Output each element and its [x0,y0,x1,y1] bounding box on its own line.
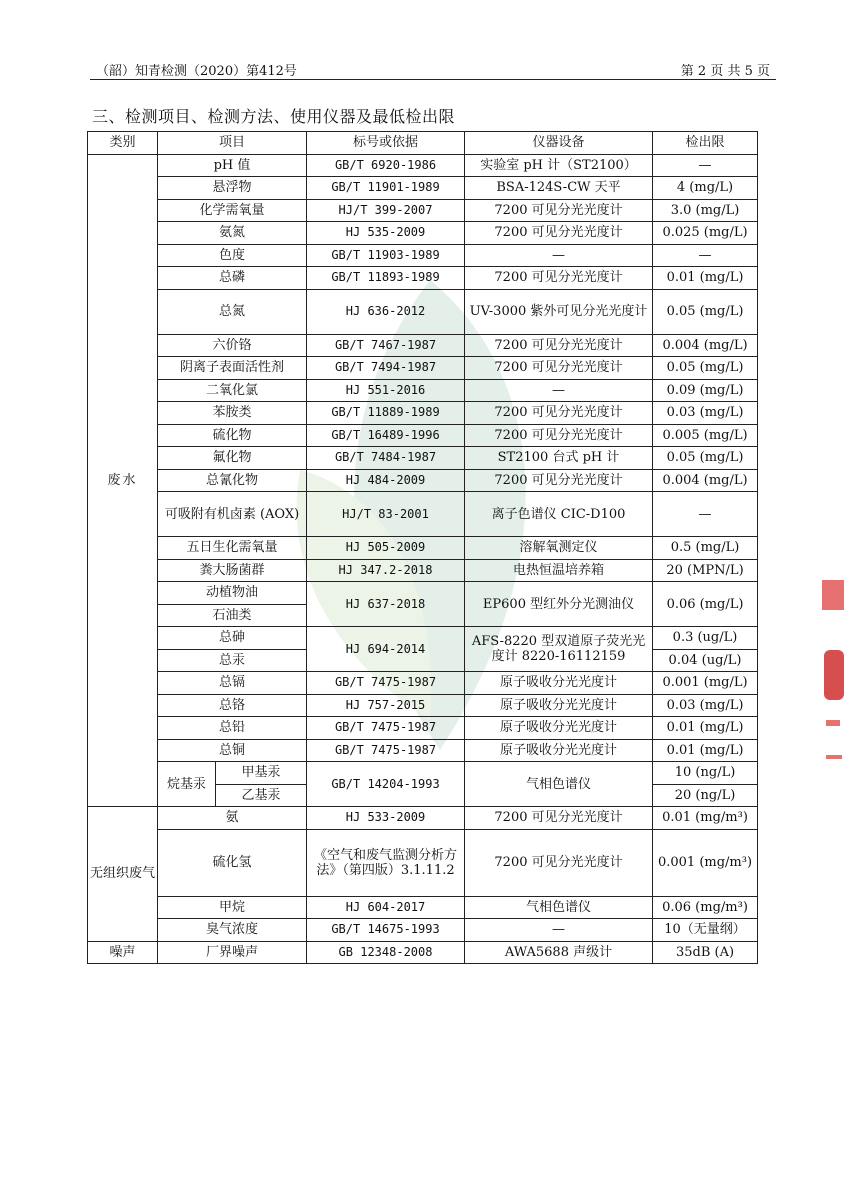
instrument-cell: 7200 可见分光光度计 [465,807,653,830]
item-cell: 甲烷 [158,896,307,919]
standard-cell: GB/T 7475-1987 [307,672,465,695]
standard-cell: HJ 347.2-2018 [307,559,465,582]
table-row [88,537,758,560]
limit-cell: 35dB (A) [653,941,758,964]
item-cell: 五日生化需氧量 [158,537,307,560]
instrument-cell: 7200 可见分光光度计 [465,222,653,245]
table-row [88,154,758,177]
table-row [88,267,758,290]
instrument-cell: ST2100 台式 pH 计 [465,447,653,470]
limit-cell: 0.01 (mg/m³) [653,807,758,830]
standard-cell: GB/T 6920-1986 [307,154,465,177]
table-row [88,762,758,785]
standard-cell: HJ 636-2012 [307,289,465,334]
table-row [88,357,758,380]
header-standard: 标号或依据 [307,132,465,155]
subitem-cell: 乙基汞 [216,784,307,807]
item-cell: 化学需氧量 [158,199,307,222]
item-cell: 二氧化氯 [158,379,307,402]
report-number: （韶）知青检测（2020）第412号 [96,64,297,79]
instrument-cell: — [465,379,653,402]
instrument-cell: 溶解氧测定仪 [465,537,653,560]
table-row [88,222,758,245]
table-header-row [88,132,758,155]
instrument-cell: 7200 可见分光光度计 [465,469,653,492]
limit-cell: 20 (MPN/L) [653,559,758,582]
subitem-cell: 甲基汞 [216,762,307,785]
item-cell: 石油类 [158,604,307,627]
table-row [88,941,758,964]
standard-cell: GB/T 7494-1987 [307,357,465,380]
instrument-cell: 原子吸收分光光度计 [465,739,653,762]
instrument-cell: 7200 可见分光光度计 [465,199,653,222]
standard-cell: GB/T 7484-1987 [307,447,465,470]
table-row [88,244,758,267]
standard-cell: GB/T 14675-1993 [307,919,465,942]
instrument-cell: 电热恒温培养箱 [465,559,653,582]
table-row [88,199,758,222]
limit-cell: 0.09 (mg/L) [653,379,758,402]
table-row [88,919,758,942]
table-row [88,469,758,492]
detection-table [87,131,758,964]
standard-cell: HJ 535-2009 [307,222,465,245]
limit-cell: 0.3 (ug/L) [653,627,758,650]
table-row [88,627,758,650]
instrument-cell: 7200 可见分光光度计 [465,267,653,290]
section-title: 三、检测项目、检测方法、使用仪器及最低检出限 [92,107,456,126]
limit-cell: — [653,154,758,177]
instrument-cell: 7200 可见分光光度计 [465,424,653,447]
standard-cell: HJ 505-2009 [307,537,465,560]
standard-cell: GB 12348-2008 [307,941,465,964]
item-cell: 总氮 [158,289,307,334]
limit-cell: 0.03 (mg/L) [653,402,758,425]
standard-cell: GB/T 7467-1987 [307,334,465,357]
standard-cell: GB/T 14204-1993 [307,762,465,807]
instrument-cell: — [465,919,653,942]
item-cell: 总铜 [158,739,307,762]
table-row [88,492,758,537]
item-cell: 总氰化物 [158,469,307,492]
page-indicator: 第 2 页 共 5 页 [680,64,770,79]
limit-cell: 0.03 (mg/L) [653,694,758,717]
standard-cell: HJ/T 399-2007 [307,199,465,222]
item-cell: 总铅 [158,717,307,740]
limit-cell: 0.01 (mg/L) [653,739,758,762]
table-row [88,447,758,470]
limit-cell: 0.004 (mg/L) [653,469,758,492]
item-cell: 总铬 [158,694,307,717]
item-cell: 色度 [158,244,307,267]
standard-cell: 《空气和废气监测分析方法》（第四版）3.1.11.2 [307,829,465,896]
table-row [88,807,758,830]
category-cell: 噪声 [88,941,158,964]
item-cell: 厂界噪声 [158,941,307,964]
instrument-cell: UV-3000 紫外可见分光光度计 [465,289,653,334]
limit-cell: 0.001 (mg/L) [653,672,758,695]
instrument-cell: — [465,244,653,267]
instrument-cell: AFS-8220 型双道原子荧光光度计 8220-16112159 [465,627,653,672]
item-cell: 总砷 [158,627,307,650]
category-cell: 废水 [88,154,158,807]
item-cell: 阴离子表面活性剂 [158,357,307,380]
item-cell: 硫化氢 [158,829,307,896]
standard-cell: GB/T 7475-1987 [307,739,465,762]
standard-cell: HJ 533-2009 [307,807,465,830]
table-row [88,402,758,425]
item-cell: 总磷 [158,267,307,290]
standard-cell: HJ 694-2014 [307,627,465,672]
item-cell: 氨 [158,807,307,830]
header-item: 项目 [158,132,307,155]
table-row [88,582,758,605]
table-row [88,672,758,695]
item-cell: 可吸附有机卤素 (AOX) [158,492,307,537]
table-row [88,559,758,582]
item-cell: 氨氮 [158,222,307,245]
limit-cell: 3.0 (mg/L) [653,199,758,222]
instrument-cell: 气相色谱仪 [465,762,653,807]
standard-cell: GB/T 16489-1996 [307,424,465,447]
instrument-cell: 7200 可见分光光度计 [465,829,653,896]
instrument-cell: 实验室 pH 计（ST2100） [465,154,653,177]
item-cell: 总镉 [158,672,307,695]
red-seal-fragment [820,580,848,780]
limit-cell: 0.005 (mg/L) [653,424,758,447]
instrument-cell: AWA5688 声级计 [465,941,653,964]
instrument-cell: 原子吸收分光光度计 [465,694,653,717]
item-cell: 动植物油 [158,582,307,605]
table-row [88,739,758,762]
table-row [88,289,758,334]
limit-cell: — [653,244,758,267]
category-cell: 无组织废气 [88,807,158,942]
item-group-cell: 烷基汞 [158,762,216,807]
limit-cell: 10（无量纲） [653,919,758,942]
limit-cell: 0.06 (mg/m³) [653,896,758,919]
table-row [88,694,758,717]
limit-cell: — [653,492,758,537]
header-category: 类别 [88,132,158,155]
table-row [88,379,758,402]
standard-cell: GB/T 11889-1989 [307,402,465,425]
standard-cell: HJ 484-2009 [307,469,465,492]
standard-cell: HJ 604-2017 [307,896,465,919]
standard-cell: GB/T 11893-1989 [307,267,465,290]
table-row [88,717,758,740]
limit-cell: 0.5 (mg/L) [653,537,758,560]
item-cell: 苯胺类 [158,402,307,425]
instrument-cell: 7200 可见分光光度计 [465,357,653,380]
header-rule [90,79,776,80]
table-row [88,424,758,447]
standard-cell: GB/T 11901-1989 [307,177,465,200]
limit-cell: 0.001 (mg/m³) [653,829,758,896]
instrument-cell: EP600 型红外分光测油仪 [465,582,653,627]
item-cell: 悬浮物 [158,177,307,200]
standard-cell: HJ 637-2018 [307,582,465,627]
limit-cell: 0.04 (ug/L) [653,649,758,672]
standard-cell: GB/T 7475-1987 [307,717,465,740]
item-cell: 硫化物 [158,424,307,447]
table-row [88,896,758,919]
limit-cell: 10 (ng/L) [653,762,758,785]
instrument-cell: 气相色谱仪 [465,896,653,919]
instrument-cell: 原子吸收分光光度计 [465,717,653,740]
limit-cell: 4 (mg/L) [653,177,758,200]
item-cell: 总汞 [158,649,307,672]
standard-cell: HJ/T 83-2001 [307,492,465,537]
limit-cell: 0.01 (mg/L) [653,717,758,740]
limit-cell: 20 (ng/L) [653,784,758,807]
instrument-cell: BSA-124S-CW 天平 [465,177,653,200]
standard-cell: GB/T 11903-1989 [307,244,465,267]
header-limit: 检出限 [653,132,758,155]
limit-cell: 0.025 (mg/L) [653,222,758,245]
instrument-cell: 7200 可见分光光度计 [465,334,653,357]
header-instrument: 仪器设备 [465,132,653,155]
standard-cell: HJ 757-2015 [307,694,465,717]
limit-cell: 0.004 (mg/L) [653,334,758,357]
limit-cell: 0.05 (mg/L) [653,357,758,380]
instrument-cell: 原子吸收分光光度计 [465,672,653,695]
limit-cell: 0.06 (mg/L) [653,582,758,627]
item-cell: 粪大肠菌群 [158,559,307,582]
standard-cell: HJ 551-2016 [307,379,465,402]
item-cell: 六价铬 [158,334,307,357]
table-row [88,177,758,200]
item-cell: 氟化物 [158,447,307,470]
instrument-cell: 离子色谱仪 CIC-D100 [465,492,653,537]
item-cell: 臭气浓度 [158,919,307,942]
item-cell: pH 值 [158,154,307,177]
table-row [88,334,758,357]
limit-cell: 0.01 (mg/L) [653,267,758,290]
table-row [88,829,758,896]
limit-cell: 0.05 (mg/L) [653,289,758,334]
limit-cell: 0.05 (mg/L) [653,447,758,470]
instrument-cell: 7200 可见分光光度计 [465,402,653,425]
